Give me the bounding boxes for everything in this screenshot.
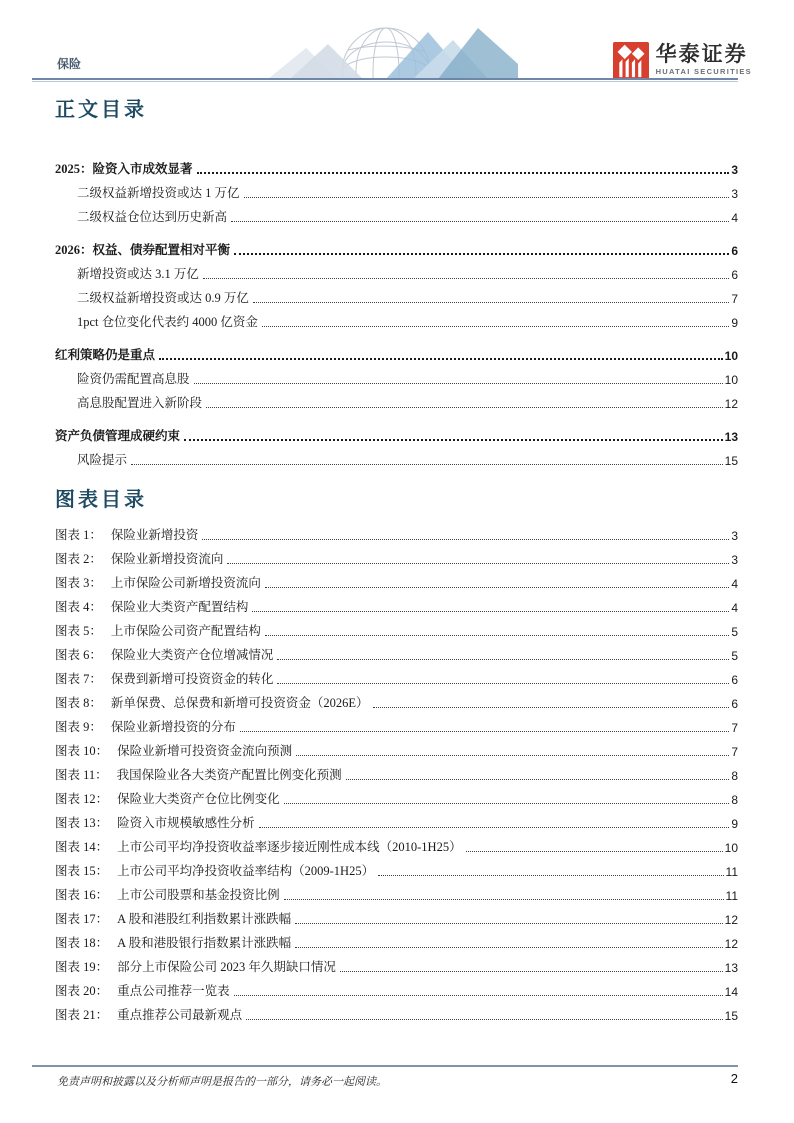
toc-dot-leader — [184, 439, 723, 441]
footer-divider — [32, 1065, 738, 1067]
toc-dot-leader — [346, 779, 730, 780]
figure-entry-page-number: 7 — [731, 744, 738, 759]
toc-dot-leader — [373, 707, 730, 708]
toc-dot-leader — [202, 539, 729, 540]
figure-entry-page-number: 13 — [724, 960, 738, 975]
figure-entry-title: 上市保险公司资产配置结构 — [110, 624, 261, 639]
figure-entry-label: 图表 11： — [55, 768, 108, 783]
figure-entry-title: 重点公司推荐一览表 — [117, 984, 230, 999]
toc-dot-leader — [340, 971, 723, 972]
main-toc-list — [55, 144, 738, 468]
figure-entry-title: A 股和港股银行指数累计涨跌幅 — [117, 936, 292, 951]
toc-dot-leader — [231, 221, 729, 222]
figure-toc-entry[interactable] — [55, 519, 738, 543]
figure-entry-page-number: 6 — [731, 696, 738, 711]
toc-entry-title: 新增投资或达 3.1 万亿 — [77, 267, 199, 282]
figure-entry-title: 保险业新增投资流向 — [110, 552, 224, 567]
figure-toc-entry[interactable] — [55, 975, 738, 999]
toc-dot-leader — [296, 755, 729, 756]
toc-dot-leader — [277, 683, 729, 684]
brand-logo — [613, 40, 752, 80]
toc-entry-page-number: 10 — [724, 348, 738, 363]
figure-entry-page-number: 5 — [731, 648, 738, 663]
figure-entry-label: 图表 1： — [55, 528, 102, 543]
toc-entry[interactable] — [55, 234, 738, 258]
figure-entry-page-number: 5 — [731, 624, 738, 639]
figure-entry-label: 图表 17： — [55, 912, 109, 927]
toc-dot-leader — [227, 563, 729, 564]
figure-toc-list — [55, 519, 738, 1023]
toc-entry[interactable] — [55, 201, 738, 225]
figure-entry-page-number: 4 — [731, 600, 738, 615]
footer-page-number: 2 — [730, 1071, 738, 1086]
toc-dot-leader — [197, 172, 730, 174]
figure-entry-title: 保险业大类资产仓位增减情况 — [110, 648, 274, 663]
figure-entry-title: 重点推荐公司最新观点 — [117, 1008, 243, 1023]
figure-entry-page-number: 11 — [725, 864, 738, 879]
toc-dot-leader — [234, 253, 729, 255]
figure-entry-label: 图表 6： — [55, 648, 102, 663]
header-divider — [32, 78, 738, 82]
huatai-logo-icon — [613, 40, 649, 80]
figure-entry-label: 图表 9： — [55, 720, 102, 735]
figure-entry-page-number: 15 — [724, 1008, 738, 1023]
toc-dot-leader — [159, 358, 723, 360]
toc-entry[interactable] — [55, 282, 738, 306]
toc-entry-title: 红利策略仍是重点 — [55, 348, 156, 363]
figure-toc-entry[interactable] — [55, 879, 738, 903]
toc-entry-title: 二级权益新增投资或达 0.9 万亿 — [77, 291, 249, 306]
toc-dot-leader — [284, 803, 730, 804]
report-category-tag: 保险 — [57, 57, 82, 71]
figure-entry-label: 图表 7： — [55, 672, 102, 687]
toc-entry[interactable] — [55, 363, 738, 387]
toc-entry-page-number: 6 — [731, 267, 738, 282]
toc-entry-page-number: 4 — [731, 210, 738, 225]
figure-entry-title: 部分上市保险公司 2023 年久期缺口情况 — [117, 960, 336, 975]
figure-entry-title: 保费到新增可投资资金的转化 — [110, 672, 274, 687]
toc-entry-title: 资产负债管理成硬约束 — [55, 429, 181, 444]
main-toc-heading: 正文目录 — [55, 99, 147, 121]
toc-entry[interactable] — [55, 153, 738, 177]
figure-entry-title: 保险业新增投资 — [110, 528, 199, 543]
brand-name-cn: 华泰证券 — [655, 43, 748, 67]
brand-text — [656, 44, 752, 75]
figure-entry-title: 保险业新增投资的分布 — [110, 720, 236, 735]
figure-toc-entry[interactable] — [55, 591, 738, 615]
figure-entry-title: 保险业大类资产仓位比例变化 — [117, 792, 280, 807]
figure-entry-page-number: 7 — [731, 720, 738, 735]
toc-entry-title: 险资仍需配置高息股 — [77, 372, 190, 387]
figure-entry-label: 图表 21： — [55, 1008, 109, 1023]
figure-toc-entry[interactable] — [55, 903, 738, 927]
figure-entry-title: A 股和港股红利指数累计涨跌幅 — [117, 912, 292, 927]
figure-entry-label: 图表 8： — [55, 696, 102, 711]
toc-dot-leader — [252, 611, 729, 612]
figure-toc-entry[interactable] — [55, 999, 738, 1023]
toc-entry-title: 风险提示 — [77, 453, 128, 468]
figure-toc-entry[interactable] — [55, 543, 738, 567]
toc-entry-page-number: 12 — [724, 396, 738, 411]
figure-toc-entry[interactable] — [55, 735, 738, 759]
figure-entry-label: 图表 3： — [55, 576, 102, 591]
figure-entry-page-number: 3 — [731, 552, 738, 567]
figure-entry-label: 图表 15： — [55, 864, 109, 879]
figure-entry-title: 上市公司平均净投资收益率逐步接近刚性成本线（2010-1H25） — [117, 840, 462, 855]
toc-entry[interactable] — [55, 339, 738, 363]
toc-dot-leader — [244, 197, 730, 198]
toc-dot-leader — [262, 326, 729, 327]
figure-toc-entry[interactable] — [55, 759, 738, 783]
figure-entry-page-number: 12 — [724, 912, 738, 927]
figure-entry-label: 图表 14： — [55, 840, 109, 855]
figure-entry-title: 保险业大类资产配置结构 — [110, 600, 249, 615]
toc-dot-leader — [253, 302, 729, 303]
toc-entry-page-number: 6 — [731, 243, 738, 258]
toc-dot-leader — [277, 659, 729, 660]
toc-dot-leader — [131, 464, 723, 465]
figure-entry-title: 我国保险业各大类资产配置比例变化预测 — [116, 768, 342, 783]
figure-toc-entry[interactable] — [55, 855, 738, 879]
figure-entry-page-number: 8 — [731, 768, 738, 783]
figure-entry-title: 险资入市规模敏感性分析 — [117, 816, 255, 831]
toc-entry-title: 2025：险资入市成效显著 — [55, 162, 193, 177]
figure-toc-entry[interactable] — [55, 615, 738, 639]
figure-entry-label: 图表 12： — [55, 792, 109, 807]
figure-toc-entry[interactable] — [55, 807, 738, 831]
figure-entry-page-number: 12 — [724, 936, 738, 951]
toc-dot-leader — [265, 587, 729, 588]
figure-entry-label: 图表 18： — [55, 936, 109, 951]
toc-entry-title: 2026：权益、债券配置相对平衡 — [55, 243, 231, 258]
toc-entry[interactable] — [55, 387, 738, 411]
figure-entry-title: 保险业新增可投资资金流向预测 — [117, 744, 293, 759]
toc-entry[interactable] — [55, 444, 738, 468]
toc-dot-leader — [466, 851, 723, 852]
figure-toc-entry[interactable] — [55, 783, 738, 807]
figure-entry-page-number: 3 — [731, 528, 738, 543]
figure-entry-page-number: 10 — [724, 840, 738, 855]
figure-entry-label: 图表 20： — [55, 984, 109, 999]
toc-entry[interactable] — [55, 258, 738, 282]
toc-entry-title: 高息股配置进入新阶段 — [77, 396, 203, 411]
toc-dot-leader — [240, 731, 729, 732]
figure-entry-title: 上市公司平均净投资收益率结构（2009-1H25） — [117, 864, 375, 879]
figure-toc-entry[interactable] — [55, 927, 738, 951]
toc-dot-leader — [203, 278, 729, 279]
figure-entry-title: 上市公司股票和基金投资比例 — [117, 888, 280, 903]
toc-entry[interactable] — [55, 177, 738, 201]
figure-toc-entry[interactable] — [55, 687, 738, 711]
toc-dot-leader — [234, 995, 723, 996]
toc-entry-page-number: 9 — [731, 315, 738, 330]
toc-dot-leader — [295, 947, 723, 948]
figure-toc-entry[interactable] — [55, 567, 738, 591]
figure-entry-page-number: 4 — [731, 576, 738, 591]
figure-entry-label: 图表 10： — [55, 744, 109, 759]
brand-name-en: HUATAI SECURITIES — [655, 66, 752, 76]
figure-entry-page-number: 8 — [731, 792, 738, 807]
toc-dot-leader — [295, 923, 723, 924]
toc-entry-page-number: 7 — [731, 291, 738, 306]
toc-entry-page-number: 3 — [731, 186, 738, 201]
figure-entry-label: 图表 16： — [55, 888, 109, 903]
figure-toc-entry[interactable] — [55, 831, 738, 855]
figure-entry-page-number: 14 — [724, 984, 738, 999]
figure-toc-entry[interactable] — [55, 951, 738, 975]
toc-dot-leader — [194, 383, 723, 384]
figure-entry-label: 图表 13： — [55, 816, 109, 831]
toc-dot-leader — [265, 635, 729, 636]
toc-entry-title: 1pct 仓位变化代表约 4000 亿资金 — [77, 315, 258, 330]
toc-dot-leader — [206, 407, 723, 408]
toc-dot-leader — [246, 1019, 722, 1020]
toc-entry-page-number: 10 — [724, 372, 738, 387]
figure-entry-label: 图表 19： — [55, 960, 109, 975]
figure-entry-page-number: 9 — [731, 816, 738, 831]
toc-entry-page-number: 3 — [731, 162, 738, 177]
toc-entry-title: 二级权益仓位达到历史新高 — [77, 210, 228, 225]
toc-dot-leader — [259, 827, 730, 828]
toc-dot-leader — [378, 875, 723, 876]
figure-toc-entry[interactable] — [55, 639, 738, 663]
toc-entry-page-number: 15 — [724, 453, 738, 468]
figure-entry-label: 图表 2： — [55, 552, 102, 567]
figure-entry-label: 图表 5： — [55, 624, 102, 639]
toc-entry[interactable] — [55, 420, 738, 444]
figure-toc-entry[interactable] — [55, 663, 738, 687]
figure-entry-title: 新单保费、总保费和新增可投资资金（2026E） — [110, 696, 369, 711]
footer-disclaimer: 免责声明和披露以及分析师声明是报告的一部分，请务必一起阅读。 — [57, 1076, 387, 1088]
figure-entry-page-number: 6 — [731, 672, 738, 687]
toc-dot-leader — [284, 899, 724, 900]
globe-watermark-graphic — [268, 26, 518, 79]
toc-entry-title: 二级权益新增投资或达 1 万亿 — [77, 186, 240, 201]
figure-entry-label: 图表 4： — [55, 600, 102, 615]
figure-toc-heading: 图表目录 — [55, 489, 147, 511]
figure-entry-title: 上市保险公司新增投资流向 — [110, 576, 261, 591]
figure-toc-entry[interactable] — [55, 711, 738, 735]
toc-entry[interactable] — [55, 306, 738, 330]
toc-entry-page-number: 13 — [724, 429, 738, 444]
figure-entry-page-number: 11 — [725, 888, 738, 903]
